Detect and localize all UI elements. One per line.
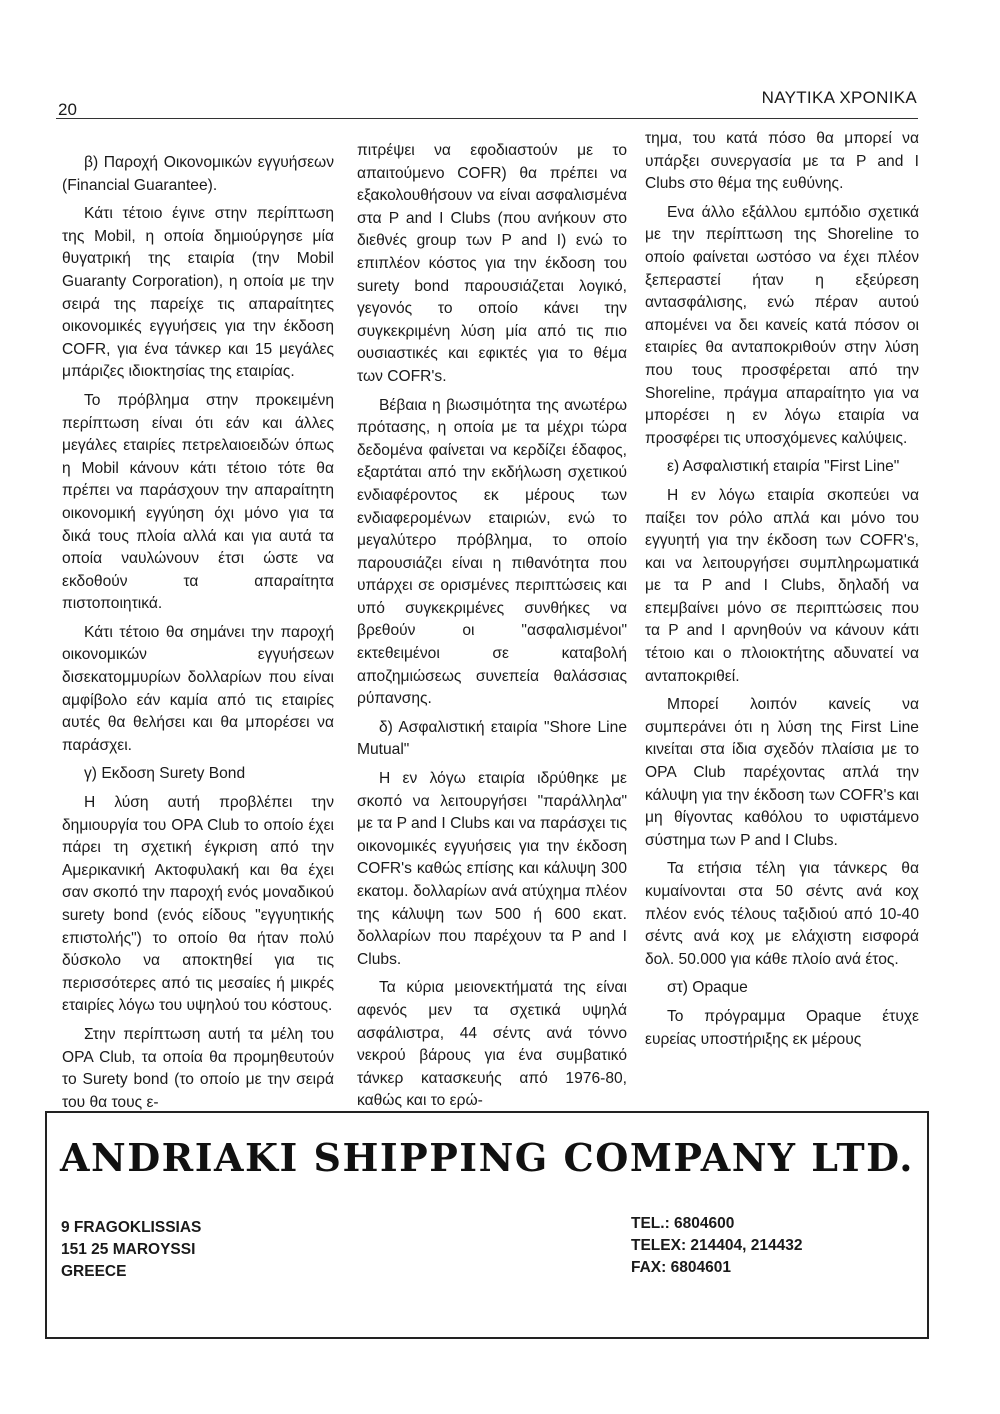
paragraph: τημα, του κατά πόσο θα μπορεί να υπάρξει συνεργασία με τα P and I Clubs στο θέμα της ευθύνης.: [645, 130, 919, 193]
paragraph: Βέβαια η βιωσιμότητα της ανωτέρω πρότασης, η οποία με τα μέχρι τώρα δεδομένα φαίνεται να κερδίζει έδαφος, εξαρτάται από την εκδήλωση σχετικού ενδιαφέροντος εκ μέρους των ενδιαφερομένων εταιριών, ενώ το μεγαλύτερο πρόβλημα, το οποίο παρουσιάζει είναι η πιθανότητα που υπάρχει σε ορισμένες περιπτώσεις και υπό συγκεκριμένες συνθήκες να βρεθούν οι "ασφαλισμένοι" εκτεθειμένοι σε καταβολή αποζημιώσεως συνεπεία θαλάσσιας ρύπανσης.: [357, 396, 627, 708]
article-column-3: [645, 128, 919, 1057]
telex: TELEX: 214404, 214432: [631, 1237, 803, 1254]
page-number: 20: [58, 100, 77, 119]
article-column-1: [62, 152, 334, 1120]
paragraph: β) Παροχή Οικονομικών εγγυήσεων (Financial Guarantee).: [62, 154, 334, 194]
article-column-2: [357, 140, 627, 1119]
subheading: γ) Εκδοση Surety Bond: [84, 765, 246, 783]
subheading: δ) Ασφαλιστική εταιρία "Shore Line Mutual": [357, 718, 627, 759]
header-rule: [56, 118, 918, 119]
paragraph: Κάτι τέτοιο θα σημάνει την παροχή οικονομικών εγγυήσεων δισεκατομμυρίων δολλαρίων που είναι αμφίβολο εάν καμία από τις εταιρίες αυτές θα θελήσει και θα μπορέσει να παράσχει.: [62, 623, 334, 754]
address-line: GREECE: [61, 1263, 127, 1280]
paragraph: Η εν λόγω εταιρία σκοπεύει να παίξει τον ρόλο απλά και μόνο του εγγυητή για την έκδοση των COFR's, και να λειτουργήσει συμπληρωματικά με τα P and I Clubs, δηλαδή να επεμβαίνει μόνο σε περιπτώσεις που τα P and I αρνηθούν να κάνουν κάτι τέτοιο και ο πλοιοκτήτης αδυνατεί να ανταποκριθεί.: [645, 486, 919, 685]
paragraph: Στην περίπτωση αυτή τα μέλη του OPA Club, τα οποία θα προμηθευτούν το Surety bond (το οποίο με την σειρά του θα τους ε-: [62, 1025, 334, 1111]
subheading: στ) Opaque: [667, 979, 748, 997]
advertisement-box: [45, 1111, 929, 1339]
company-address: [61, 1217, 201, 1283]
telephone: TEL.: 6804600: [631, 1215, 735, 1232]
company-name: ANDRIAKI SHIPPING COMPANY LTD.: [59, 1135, 915, 1180]
company-contact: [631, 1213, 802, 1279]
paragraph: Τα κύρια μειονεκτήματά της είναι αφενός μεν τα σχετικά υψηλά ασφάλιστρα, 44 σέντς ανά τόννο νεκρού βάρους για ένα συμβατικό τάνκερ κατασκευής από 1976-80, καθώς και το ερώ-: [357, 979, 627, 1110]
paragraph: Το πρόγραμμα Opaque έτυχε ευρείας υποστήριξης εκ μέρους: [645, 1007, 919, 1048]
paragraph: Κάτι τέτοιο έγινε στην περίπτωση της Mobil, η οποία δημιούργησε μία θυγατρική της εταιρία (την Mobil Guaranty Corporation), η οποία με την σειρά της παρείχε τις απαραίτητες οικονομικές εγγυήσεις για την έκδοση COFR, για ένα τάνκερ και 15 μεγάλες μπάριζες ιδιοκτησίας της εταιρίας.: [62, 205, 334, 381]
address-line: 151 25 MAROYSSI: [61, 1241, 196, 1258]
subheading: ε) Ασφαλιστική εταιρία "First Line": [667, 458, 900, 476]
address-line: 9 FRAGOKLISSIAS: [61, 1219, 202, 1236]
paragraph: Τα ετήσια τέλη για τάνκερς θα κυμαίνονται στα 50 σέντς ανά κοχ πλέον ενός τέλους ταξιδιού από 10-40 σέντς ανά κοχ με ελάχιστη εισφορά δολ. 50.000 για κάθε πλοίο ανά έτος.: [645, 860, 919, 968]
paragraph: Η εν λόγω εταιρία ιδρύθηκε με σκοπό να λειτουργήσει "παράλληλα" με τα P and I Clubs και να παράσχει τις οικονομικές εγγυήσεις για την έκδοση COFR's καθώς επίσης και κάλυψη 300 εκατομ. δολλαρίων ανά ατύχημα πλέον της κάλυψη των 500 ή 600 εκατ. δολλαρίων που παρέχουν τα P and I Clubs.: [357, 770, 627, 968]
paragraph: Μπορεί λοιπόν κανείς να συμπεράνει ότι η λύση της First Line κινείται στα ίδια σχεδόν πλαίσια με το OPA Club παρέχοντας απλά την κάλυψη για την έκδοση των COFR's και μη θίγοντας καθόλου το υφιστάμενο σύστημα των P and I Clubs.: [645, 696, 919, 849]
paragraph: πιτρέψει να εφοδιαστούν με το απαιτούμενο COFR) θα πρέπει να εξακολουθήσουν να είναι ασφαλισμένα στα P and I Clubs (που ανήκουν στο διεθνές group των P and I) ενώ το επιπλέον κόστος για την έκδοση του surety bond παρουσιάζεται λογικό, γεγονός το οποίο κάνει την συγκεκριμένη λύση μία από τις πιο ουσιαστικές και εφικτές για το θέμα των COFR's.: [357, 142, 627, 385]
publication-title: ΝΑΥΤΙΚΑ ΧΡΟΝΙΚΑ: [761, 88, 917, 107]
paragraph: Η λύση αυτή προβλέπει την δημιουργία του OPA Club το οποίο έχει πάρει τη σχετική έγκριση από την Αμερικανική Ακτοφυλακή και θα έχει σαν σκοπό την παροχή ενός μοναδικού surety bond (ενός είδους "εγγυητικής επιστολής") το οποίο θα ήταν πολύ δύσκολο να αποκτηθεί για τις περισσότερες από τις μεσαίες ή μικρές εταιρίες λόγω του υψηλού του κόστους.: [62, 794, 334, 1015]
paragraph: Το πρόβλημα στην προκειμένη περίπτωση είναι ότι εάν και άλλες μεγάλες εταιρίες πετρελαιοειδών όπως η Mobil κάνουν κάτι τέτοιο τότε θα πρέπει να παράσχουν την απαραίτητη οικονομική εγγύηση όχι μόνο για τα δικά τους πλοία αλλά και για αυτά τα οποία ναυλώνουν έτσι ώστε να εκδοθούν τα απαραίτητα πιστοποιητικά.: [62, 391, 334, 613]
fax: FAX: 6804601: [631, 1259, 731, 1276]
paragraph: Ενα άλλο εξάλλου εμπόδιο σχετικά με την περίπτωση της Shoreline το οποίο φαίνεται ωστόσο να έχει πλέον ξεπεραστεί ήταν η εξεύρεση αντασφάλισης, ενώ πέραν αυτού απομένει να δει κανείς κατά πόσον οι εταιρίες θα ανταποκριθούν στην λύση που τους προσφέρεται από την Shoreline, πράγμα απαραίτητο για να μπορέσει η εν λόγω εταιρία να προσφέρει τις υποσχόμενες καλύψεις.: [645, 203, 919, 447]
